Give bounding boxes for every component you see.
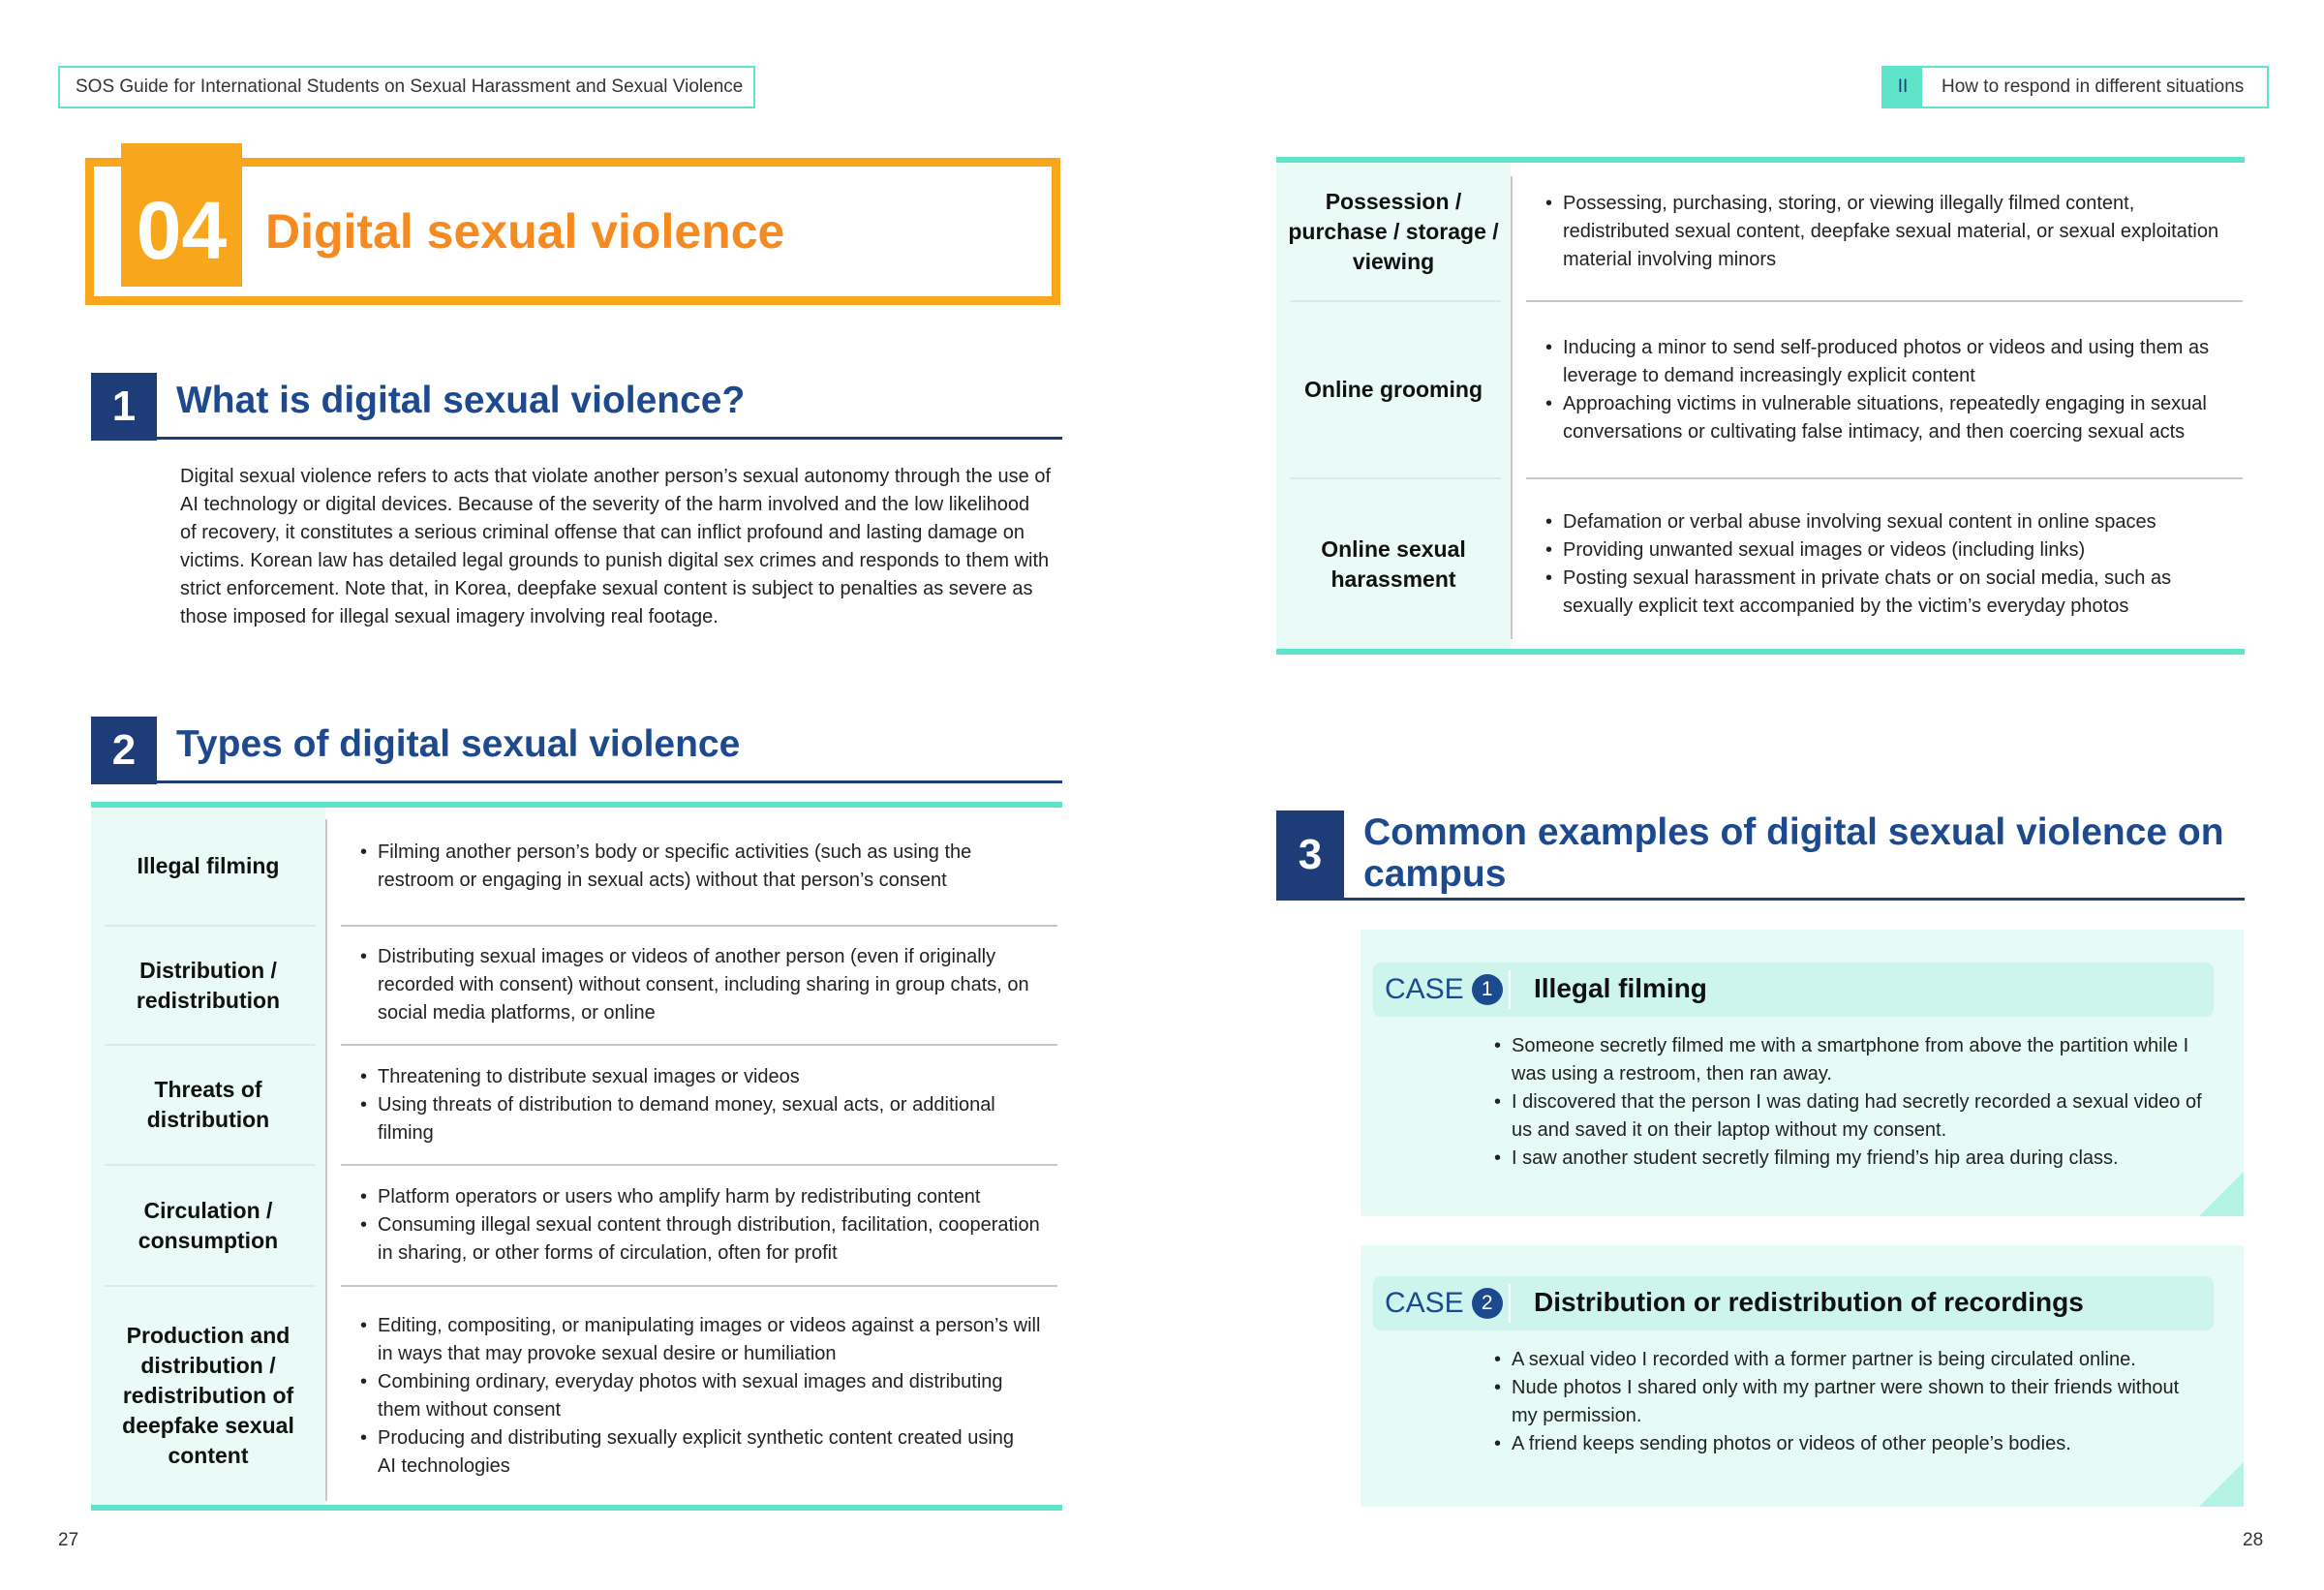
case-2-tag [1385,1286,1503,1321]
case-label: CASE [1385,1287,1464,1319]
chapter-title: Digital sexual violence [265,204,785,259]
type-desc-circulation [360,1166,1057,1285]
item-line: • Defamation or verbal abuse involving sexual content in online spaces [1563,510,2156,533]
section-3-badge: 3 [1276,810,1344,900]
label-line: distribution / [140,1353,276,1378]
label-line: redistribution of [122,1383,294,1408]
item-line: • Posting sexual harassment in private chats or on social media, such as [1563,566,2172,589]
type-label-online-harassment [1276,479,1511,649]
item-line: in sharing, or other forms of circulation, often for profit [378,1242,838,1264]
part-title: How to respond in different situations [1942,76,2245,97]
type-desc-threats [360,1046,1057,1164]
case-item [1494,1374,2211,1430]
type-desc-distribution [360,927,1057,1044]
page-fold-decoration [2199,1462,2244,1507]
type-desc-illegal-filming [360,808,1057,925]
label-line: content [168,1443,249,1468]
case-1-tag [1385,972,1503,1007]
type-desc-online-harassment [1545,479,2243,649]
item-line: • A sexual video I recorded with a former partner is being circulated online. [1512,1349,2136,1370]
item-line: redistributed sexual content, deepfake sexual material, or sexual exploitation [1563,220,2219,242]
item-line: my permission. [1512,1405,1642,1426]
item-line: AI technologies [378,1454,510,1477]
section-2-rule [91,780,1062,783]
bullet-item [360,1091,1057,1147]
item-line: • Combining ordinary, everyday photos with sexual images and distributing [378,1370,1003,1392]
item-line: • Someone secretly filmed me with a smartphone from above the partition while I [1512,1035,2189,1056]
item-line: • Editing, compositing, or manipulating images or videos against a person’s will [378,1314,1041,1336]
label-line: redistribution [136,987,281,1013]
item-line: sexually explicit text accompanied by the victim’s everyday photos [1563,595,2129,617]
paragraph-line: those imposed for illegal sexual imagery involving real footage. [180,606,719,627]
section-1-title: What is digital sexual violence? [176,380,746,421]
item-line: recorded with consent) without consent, including sharing in group chats, on [378,974,1029,995]
section-3-rule [1276,898,2245,901]
item-line: leverage to demand increasingly explicit content [1563,364,1975,386]
case-2-list [1494,1346,2211,1458]
case-item [1494,1088,2211,1145]
item-line: • Approaching victims in vulnerable situations, repeatedly engaging in sexual [1563,392,2207,414]
section-1-badge: 1 [91,373,157,441]
type-label-circulation [91,1166,325,1285]
item-line: was using a restroom, then ran away. [1512,1063,1832,1085]
section-2-title: Types of digital sexual violence [176,723,741,765]
type-desc-possession [1545,163,2243,300]
item-line: • Using threats of distribution to demand money, sexual acts, or additional [378,1093,995,1116]
paragraph-line: Digital sexual violence refers to acts that violate another person’s sexual autonomy through the use of [180,466,1052,487]
bullet-item [360,1211,1057,1268]
type-desc-deepfake [360,1287,1057,1505]
type-label-threats [91,1046,325,1164]
paragraph-line: AI technology or digital devices. Because of the severity of the harm involved and the low likelihood [180,494,1030,515]
label-line: Distribution / [139,957,277,983]
item-line: us and saved it on their laptop without my consent. [1512,1119,1947,1141]
item-line: • Consuming illegal sexual content through distribution, facilitation, cooperation [378,1214,1040,1236]
label-line: Possession / [1325,188,1462,214]
item-line: • Inducing a minor to send self-produced photos or videos and using them as [1563,336,2210,358]
type-label-illegal-filming [91,808,325,925]
section-2-badge: 2 [91,717,157,784]
item-line: filming [378,1121,434,1144]
bullet-item [360,943,1057,1027]
guide-title: SOS Guide for International Students on Sexual Harassment and Sexual Violence [76,76,744,97]
bullet-item [360,839,1057,895]
bullet-item [1545,334,2243,390]
label-line: Circulation / [143,1197,273,1223]
case-item [1494,1032,2211,1088]
type-label-deepfake [91,1287,325,1505]
item-line: • I saw another student secretly filming my friend’s hip area during class. [1512,1147,2119,1169]
item-line: material involving minors [1563,248,1777,270]
case-number: 1 [1472,974,1503,1005]
item-line: them without consent [378,1398,561,1421]
part-number: II [1883,68,1922,107]
label-line: distribution [146,1107,270,1132]
table-divider [1511,176,1513,639]
section-3-title [1363,811,2224,895]
bullet-item [1545,390,2243,446]
case-item [1494,1430,2211,1458]
label-line: Online grooming [1304,377,1483,402]
running-header-right [1881,66,2269,108]
bullet-item [1545,536,2243,565]
case-1-list [1494,1032,2211,1173]
case-item [1494,1346,2211,1374]
title-line: campus [1363,853,1507,895]
case-label: CASE [1385,973,1464,1005]
paragraph-line: strict enforcement. Note that, in Korea, deepfake sexual content is subject to penalties as severe as [180,578,1033,599]
bullet-item [360,1368,1057,1424]
title-line: Common examples of digital sexual violence on [1363,811,2224,853]
item-line: in ways that may provoke sexual desire or humiliation [378,1342,837,1364]
label-line: deepfake sexual [122,1413,294,1438]
type-label-possession [1276,163,1511,300]
bullet-item [360,1063,1057,1091]
section-1-rule [91,437,1062,440]
bullet-item [360,1424,1057,1481]
case-item [1494,1145,2211,1173]
bullet-item [1545,565,2243,621]
type-label-grooming [1276,302,1511,477]
label-line: Online sexual [1321,535,1466,562]
label-line: Production and [126,1323,290,1348]
label-line: viewing [1352,248,1435,274]
chapter-number: 04 [136,185,228,276]
case-number: 2 [1472,1288,1503,1319]
label-line: Illegal filming [137,853,280,878]
case-divider [1509,1284,1511,1323]
table-bottom-rule [91,1505,1062,1511]
case-divider [1509,970,1511,1009]
item-line: social media platforms, or online [378,1002,656,1024]
label-line: harassment [1330,566,1456,592]
type-desc-grooming [1545,302,2243,477]
paragraph-line: victims. Korean law has detailed legal grounds to punish digital sex crimes and responds to them with [180,550,1050,571]
item-line: • I discovered that the person I was dating had secretly recorded a sexual video of [1512,1091,2202,1113]
label-line: Threats of [154,1077,262,1102]
bullet-item [360,1183,1057,1211]
table-bottom-rule [1276,649,2245,655]
case-2-title: Distribution or redistribution of recordings [1534,1287,2084,1317]
bullet-item [1545,190,2243,274]
case-1-title: Illegal filming [1534,973,1707,1003]
label-line: purchase / storage / [1288,218,1499,244]
item-line: • Providing unwanted sexual images or videos (including links) [1563,538,2086,561]
section-1-paragraph [180,463,1061,631]
table-divider [325,819,327,1501]
item-line: • Platform operators or users who amplify harm by redistributing content [378,1186,981,1208]
page-number-left: 27 [58,1530,79,1550]
item-line: • Distributing sexual images or videos of another person (even if originally [378,946,996,967]
bullet-item [360,1312,1057,1368]
label-line: consumption [138,1227,279,1253]
item-line: • Filming another person’s body or specific activities (such as using the [378,841,972,863]
item-line: • Producing and distributing sexually explicit synthetic content created using [378,1426,1015,1449]
type-label-distribution [91,927,325,1044]
bullet-item [1545,508,2243,536]
item-line: • Threatening to distribute sexual images or videos [378,1065,800,1087]
item-line: • Nude photos I shared only with my partner were shown to their friends without [1512,1377,2180,1398]
item-line: conversations or cultivating false intimacy, and then coercing sexual acts [1563,420,2186,443]
page-fold-decoration [2199,1172,2244,1216]
item-line: • Possessing, purchasing, storing, or viewing illegally filmed content, [1563,192,2135,214]
item-line: restroom or engaging in sexual acts) without that person’s consent [378,869,947,891]
running-header-left [58,66,755,108]
paragraph-line: of recovery, it constitutes a serious criminal offense that can inflict profound and lasting damage on [180,522,1024,543]
item-line: • A friend keeps sending photos or videos of other people’s bodies. [1512,1433,2071,1454]
page-number-right: 28 [2243,1530,2264,1550]
